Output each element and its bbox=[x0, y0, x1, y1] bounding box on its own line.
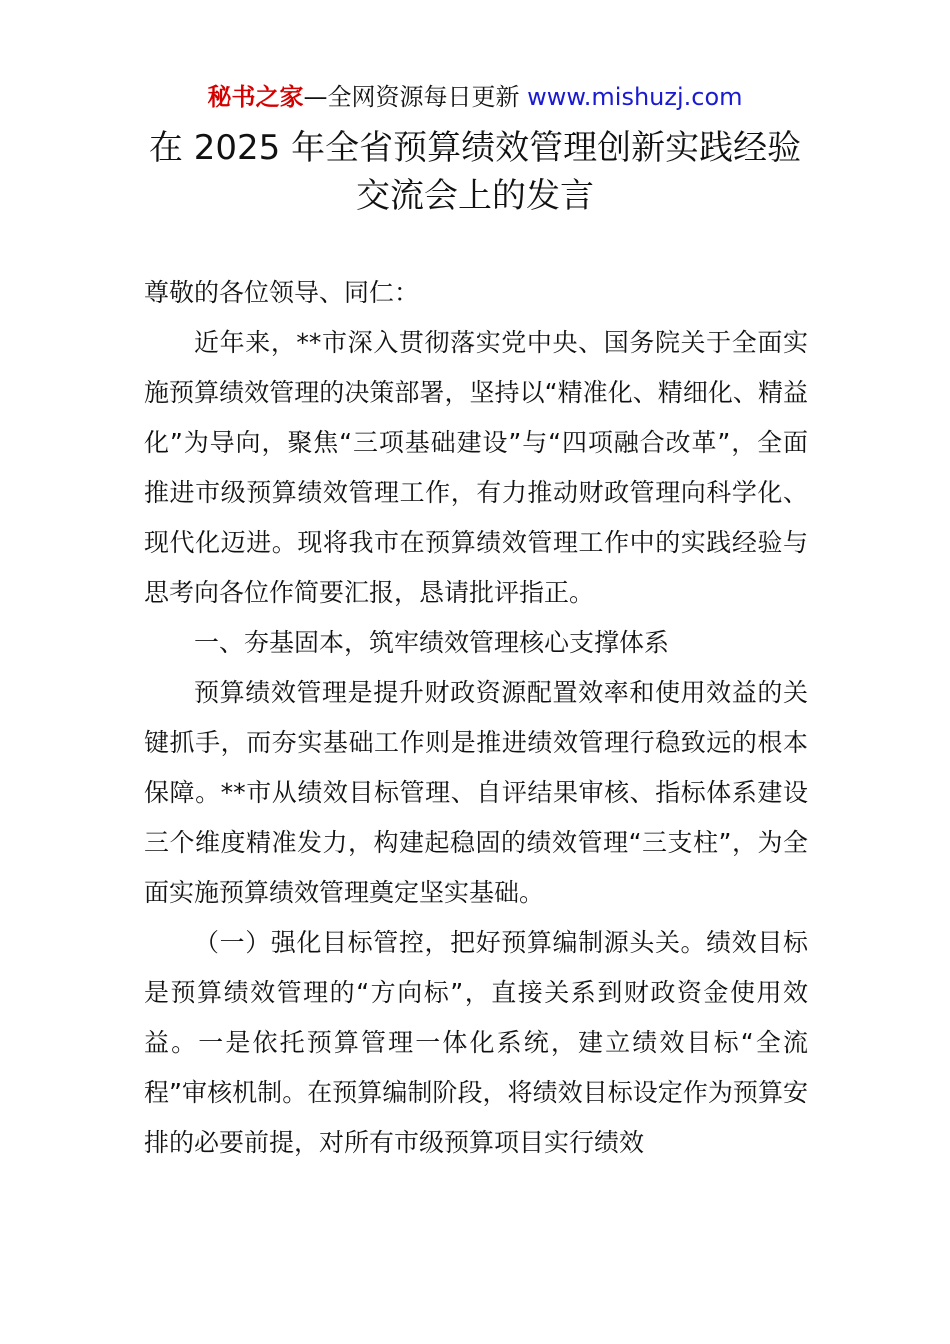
document-title bbox=[0, 124, 950, 220]
site-slogan: —全网资源每日更新 bbox=[303, 83, 528, 111]
site-banner bbox=[0, 80, 950, 114]
document-body bbox=[144, 268, 808, 1168]
subsection-1-paragraph: （一）强化目标管控，把好预算编制源头关。绩效目标是预算绩效管理的“方向标”，直接关系到财政资金使用效益。一是依托预算管理一体化系统，建立绩效目标“全流程”审核机制。在预算编制阶段，将绩效目标设定作为预算安排的必要前提，对所有市级预算项目实行绩效 bbox=[144, 928, 808, 1157]
salutation: 尊敬的各位领导、同仁： bbox=[144, 278, 420, 307]
brand-name: 秘书之家 bbox=[207, 83, 304, 111]
section-1-heading: 一、夯基固本，筑牢绩效管理核心支撑体系 bbox=[194, 628, 670, 657]
section-1-paragraph: 预算绩效管理是提升财政资源配置效率和使用效益的关键抓手，而夯实基础工作则是推进绩效管理行稳致远的根本保障。**市从绩效目标管理、自评结果审核、指标体系建设三个维度精准发力，构建起稳固的绩效管理“三支柱”，为全面实施预算绩效管理奠定坚实基础。 bbox=[144, 678, 808, 907]
title-line-1: 在 2025 年全省预算绩效管理创新实践经验 bbox=[148, 128, 802, 168]
site-url-link[interactable]: www.mishuzj.com bbox=[527, 83, 743, 111]
intro-paragraph: 近年来，**市深入贯彻落实党中央、国务院关于全面实施预算绩效管理的决策部署，坚持以“精准化、精细化、精益化”为导向，聚焦“三项基础建设”与“四项融合改革”，全面推进市级预算绩效管理工作，有力推动财政管理向科学化、现代化迈进。现将我市在预算绩效管理工作中的实践经验与思考向各位作简要汇报，恳请批评指正。 bbox=[144, 328, 808, 607]
title-line-2: 交流会上的发言 bbox=[356, 176, 594, 216]
